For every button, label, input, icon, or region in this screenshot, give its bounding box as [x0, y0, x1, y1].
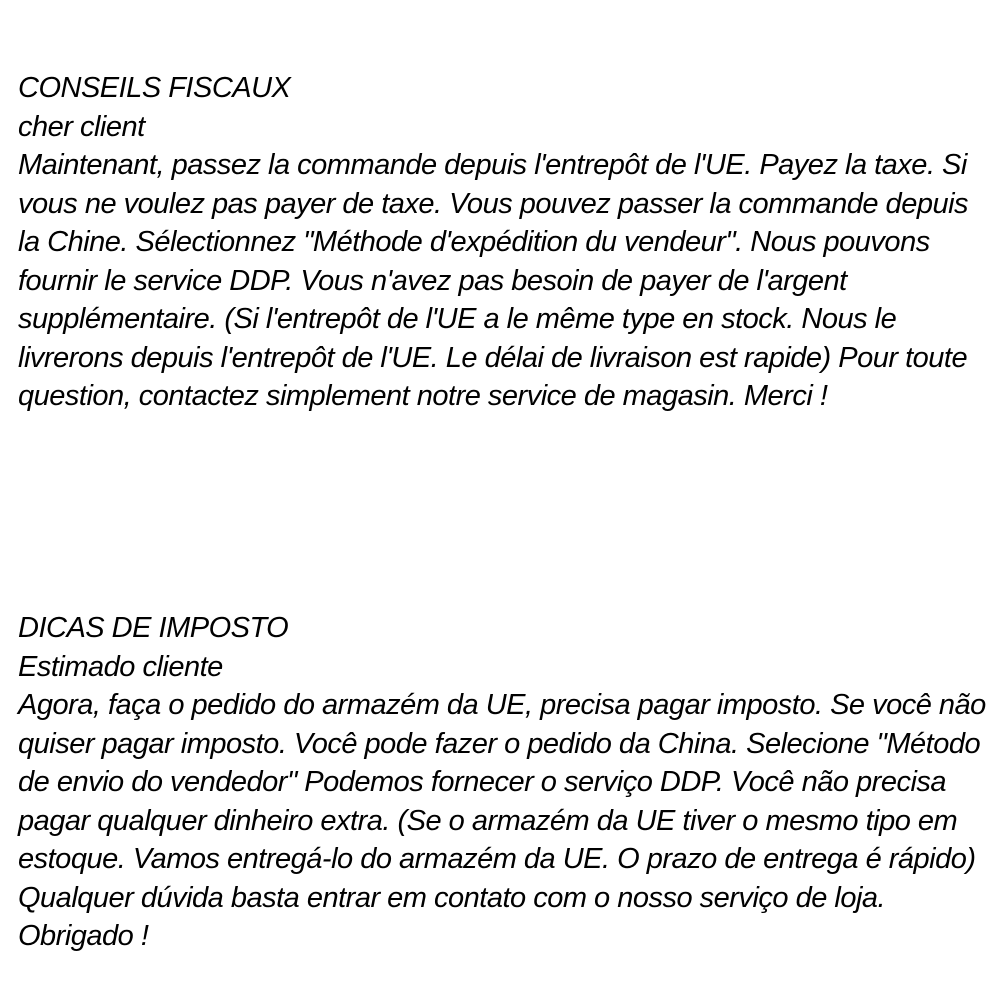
notice-body: Maintenant, passez la commande depuis l'entrepôt de l'UE. Payez la taxe. Si vous ne voulez pas payer de taxe. Vous pouvez passer la commande depuis la Chine. Sélectionnez "Méthode d'expédition du vendeur". Nous pouvons fournir le service DDP. Vous n'avez pas besoin de payer de l'argent supplémentaire. (Si l'entrepôt de l'UE a le même type en stock. Nous le livrerons depuis l'entrepôt de l'UE. Le délai de livraison est rapide) Pour toute question, contactez simplement notre service de magasin. Merci !: [18, 149, 969, 412]
tax-notice-french: [18, 69, 993, 416]
notice-body: Agora, faça o pedido do armazém da UE, precisa pagar imposto. Se você não quiser pagar imposto. Você pode fazer o pedido da China. Selecione "Método de envio do vendedor" Podemos fornecer o serviço DDP. Você não precisa pagar qualquer dinheiro extra. (Se o armazém da UE tiver o mesmo tipo em estoque. Vamos entregá-lo do armazém da UE. O prazo de entrega é rápido) Qualquer dúvida basta entrar em contato com o nosso serviço de loja. Obrigado !: [18, 689, 986, 952]
tax-notice-portuguese: [18, 609, 993, 956]
notice-title: DICAS DE IMPOSTO: [18, 612, 289, 644]
notice-greeting: cher client: [18, 110, 145, 143]
notice-title: CONSEILS FISCAUX: [18, 72, 291, 104]
notice-greeting: Estimado cliente: [18, 650, 223, 683]
